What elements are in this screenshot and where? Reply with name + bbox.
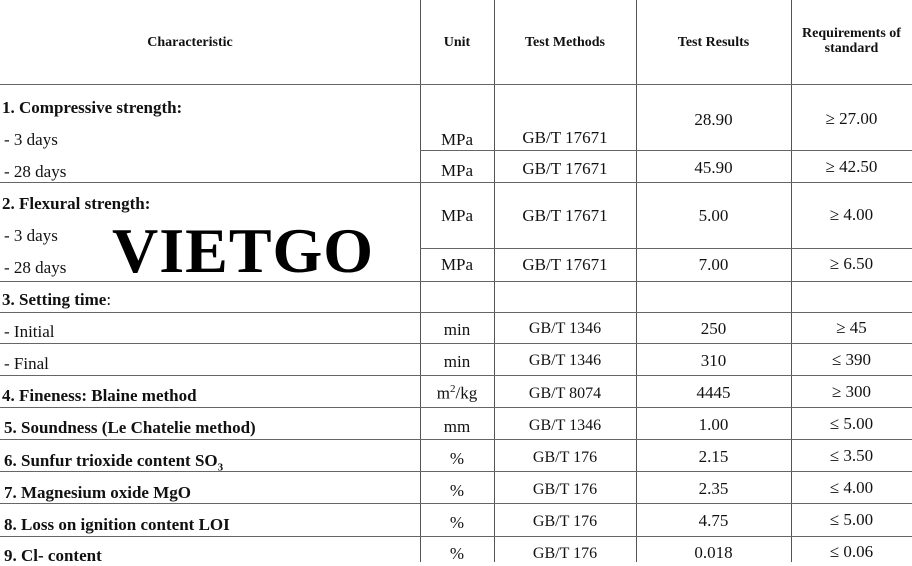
row-title-setting-time: 3. Setting time: [2,290,112,309]
method-cell: GB/T 8074 [528,385,602,402]
method-cell: GB/T 176 [532,545,598,562]
row-divider [0,84,912,85]
row-label: - 28 days [4,162,67,181]
method-cell: GB/T 17671 [522,255,608,274]
result-cell: 250 [700,319,727,338]
result-cell: 45.90 [694,158,733,177]
unit-tail: /kg [455,383,478,403]
row-title-loi: 8. Loss on ignition content LOI [4,515,230,534]
requirement-cell: ≥ 45 [836,318,867,337]
result-cell: 28.90 [694,110,733,129]
row-divider [0,182,912,183]
result-cell: 5.00 [698,206,729,225]
unit-cell: % [449,481,465,500]
requirement-cell: ≤ 5.00 [829,414,874,433]
requirement-cell: ≥ 4.00 [829,205,874,224]
method-cell: GB/T 1346 [528,320,602,337]
row-title-compressive: 1. Compressive strength: [2,98,183,117]
result-cell: 310 [700,351,727,370]
requirement-cell: ≥ 6.50 [829,254,874,273]
row-divider [0,503,912,504]
header-test-methods: Test Methods [525,35,605,50]
row-label: - Initial [4,322,55,341]
setting-title-text: 3. Setting time [2,290,107,309]
unit-cell: mm [443,417,471,436]
unit-cell: MPa [440,161,474,180]
method-cell: GB/T 176 [532,481,598,498]
method-cell: GB/T 176 [532,449,598,466]
row-title-so3 [4,451,223,473]
row-divider [0,407,912,408]
header-characteristic: Characteristic [147,35,233,50]
row-title-flexural: 2. Flexural strength: [2,194,151,213]
row-divider [420,248,912,249]
unit-base: m [436,383,450,403]
row-divider [0,312,912,313]
so3-subscript: 3 [217,461,224,474]
row-label: - 3 days [4,226,58,245]
header-unit: Unit [443,35,471,50]
unit-cell: min [443,352,471,371]
row-label: - Final [4,354,49,373]
header-requirements-line2: standard [824,41,879,56]
requirement-cell: ≥ 42.50 [825,157,878,176]
row-title-soundness: 5. Soundness (Le Chatelie method) [4,418,256,437]
requirement-cell: ≤ 3.50 [829,446,874,465]
row-divider [0,536,912,537]
result-cell: 2.35 [698,479,729,498]
unit-cell: % [449,513,465,532]
requirement-cell: ≤ 5.00 [829,510,874,529]
method-cell: GB/T 17671 [522,128,608,147]
method-cell: GB/T 1346 [528,417,602,434]
header-test-results: Test Results [677,35,750,50]
unit-cell: % [449,544,465,563]
unit-cell: MPa [440,255,474,274]
unit-superscript: 2 [450,383,456,395]
result-cell: 4445 [696,383,731,402]
requirement-cell: ≤ 4.00 [829,478,874,497]
row-divider [420,150,912,151]
row-label: - 28 days [4,258,67,277]
header-requirements: Requirements of [802,26,901,41]
row-title-fineness: 4. Fineness: Blaine method [2,386,197,405]
method-cell: GB/T 176 [532,513,598,530]
row-divider [0,375,912,376]
row-label: - 3 days [4,130,58,149]
unit-cell: MPa [440,130,474,149]
so3-title-text: 6. Sunfur trioxide content SO [4,451,218,470]
requirement-cell: ≤ 0.06 [829,542,874,561]
unit-cell: MPa [440,206,474,225]
row-title-mgo: 7. Magnesium oxide MgO [4,483,191,502]
method-cell: GB/T 17671 [522,159,608,178]
row-divider [0,343,912,344]
unit-cell: min [443,320,471,339]
unit-cell: % [449,449,465,468]
method-cell: GB/T 17671 [522,206,608,225]
row-divider [0,439,912,440]
row-title-cl: 9. Cl- content [4,546,102,565]
result-cell: 2.15 [698,447,729,466]
result-cell: 7.00 [698,255,729,274]
method-cell: GB/T 1346 [528,352,602,369]
unit-cell [420,383,494,404]
result-cell: 1.00 [698,415,729,434]
requirement-cell: ≤ 390 [831,350,872,369]
vietgo-watermark: VIETGO [112,215,375,286]
result-cell: 4.75 [698,511,729,530]
requirement-cell: ≥ 300 [831,382,872,401]
requirement-cell: ≥ 27.00 [825,109,878,128]
result-cell: 0.018 [694,543,733,562]
